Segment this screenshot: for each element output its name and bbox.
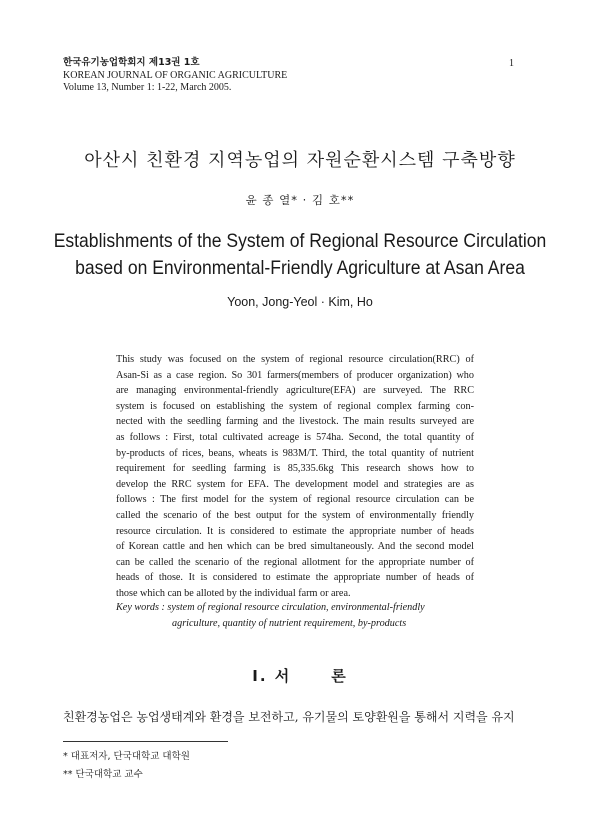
section-heading-start: Ⅰ. 서 [252, 667, 292, 685]
abstract-line: develop the RRC system for EFA. The development model and strategies are as [116, 478, 474, 490]
footnote-second-author: ** 단국대학교 교수 [63, 769, 143, 780]
abstract-line: as follows : First, total cultivated acreage is 574ha. Second, the total quantity of [116, 431, 474, 443]
abstract-line: are managing environmental-friendly agriculture(EFA) are surveyed. The RRC [116, 385, 474, 397]
abstract-line: those which can be alloted by the individual farm or area. [116, 587, 351, 599]
journal-name-english: KOREAN JOURNAL OF ORGANIC AGRICULTURE [63, 69, 288, 81]
body-paragraph-line: 친환경농업은 농업생태계와 환경을 보전하고, 유기물의 토양환원을 통해서 지력을 유지 [63, 710, 515, 724]
abstract-line: resource circulation. It is considered to estimate the appropriate number of heads [116, 525, 474, 537]
authors-english: Yoon, Jong-Yeol · Kim, Ho [227, 295, 373, 309]
authors-korean: 윤 종 열* · 김 호** [245, 193, 355, 207]
journal-header [63, 57, 287, 95]
abstract-line: system is focused on establishing the system of regional complex farming con- [116, 400, 474, 412]
abstract-line: by-products of rices, beans, wheats is 983M/T. Third, the total quantity of nutrient [116, 447, 474, 459]
abstract-line: requirement for seedling farming is 85,335.6kg This research shows how to [116, 463, 474, 475]
abstract-line: of Korean cattle and hen which can be bred simultaneously. And the second model [116, 541, 474, 553]
footnote-first-author: * 대표저자, 단국대학교 대학원 [63, 751, 190, 762]
abstract-line: Asan-Si as a case region. So 301 farmers(members of producer organization) who [116, 369, 474, 381]
abstract [116, 352, 474, 602]
abstract-line: This study was focused on the system of regional resource circulation(RRC) of [116, 354, 474, 365]
keywords-line-1: Key words : system of regional resource circulation, environmental-friendly [116, 602, 425, 613]
section-heading [0, 665, 600, 686]
page-number: 1 [509, 58, 514, 69]
abstract-line: can be called the scenario of the regional allotment for the appropriate number of [116, 556, 474, 568]
keywords-line-2: agriculture, quantity of nutrient requirement, by-products [172, 617, 407, 629]
section-heading-end: 론 [331, 667, 348, 685]
title-english-line-2: based on Environmental-Friendly Agriculture at Asan Area [75, 257, 525, 279]
journal-name-korean: 한국유기농업학회지 제13권 1호 [63, 57, 200, 68]
keywords [116, 600, 496, 631]
footnote-divider [63, 741, 228, 742]
abstract-line: called the scenario of the best output for the system of environmentally friendly [116, 509, 474, 521]
title-english [30, 228, 570, 282]
abstract-line: heads of those. It is considered to estimate the appropriate number of heads of [116, 572, 474, 584]
title-korean: 아산시 친환경 지역농업의 자원순환시스템 구축방향 [84, 150, 516, 171]
abstract-line: nected with the seedling farming and the livestock. The main results surveyed are [116, 416, 474, 428]
abstract-line: follows : The first model for the system of regional resource circulation can be [116, 494, 474, 506]
title-english-line-1: Establishments of the System of Regional Resource Circulation [53, 230, 547, 252]
journal-volume-info: Volume 13, Number 1: 1-22, March 2005. [63, 82, 232, 93]
